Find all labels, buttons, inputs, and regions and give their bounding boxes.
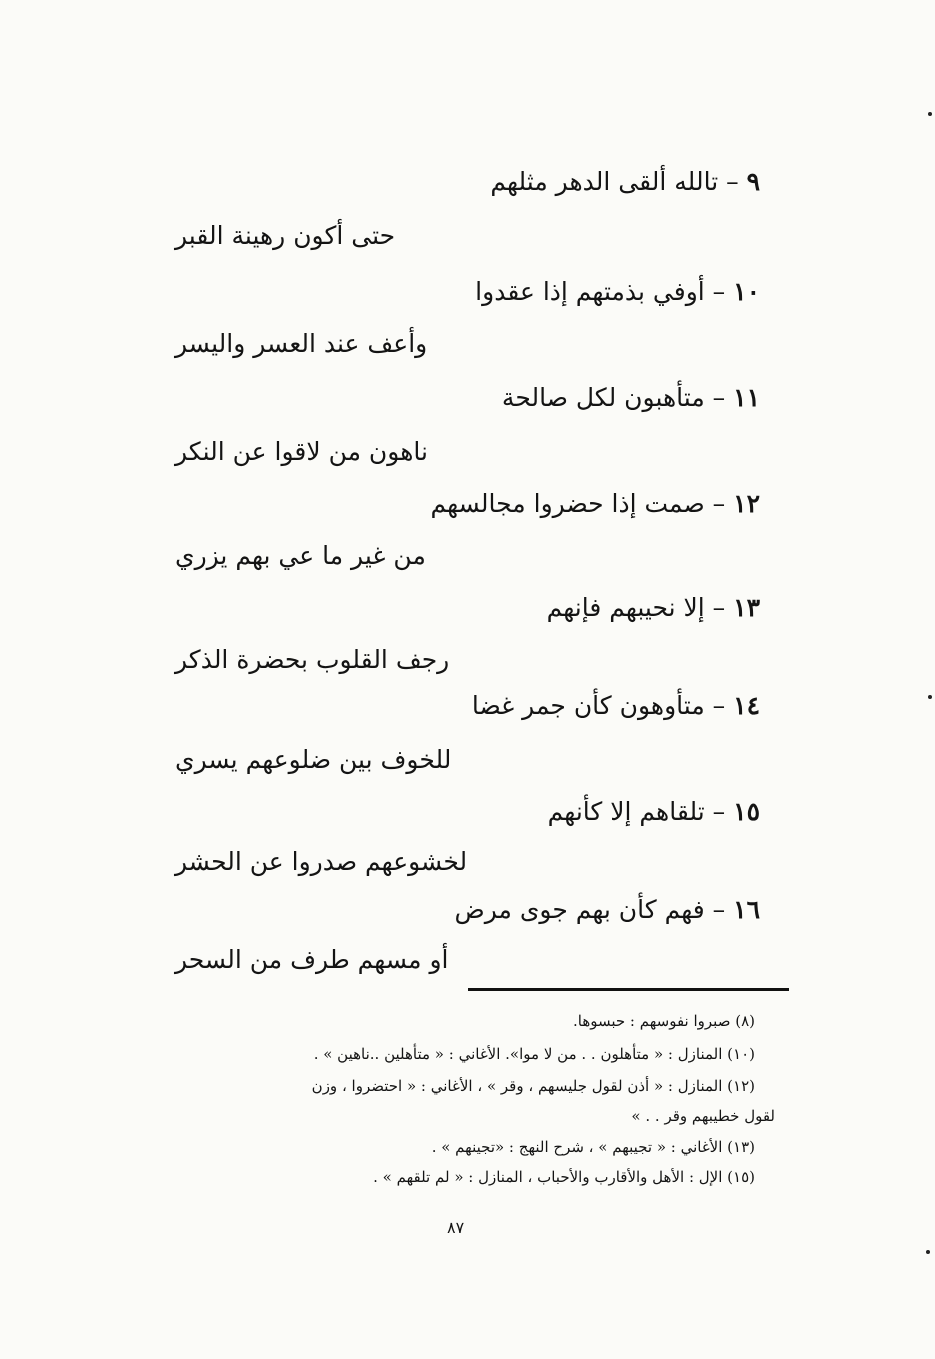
hemistich-text: تالله ألقى الدهر مثلهم — [490, 167, 719, 196]
footnote-separator — [468, 988, 789, 991]
verse-number: ١١ — [733, 383, 760, 412]
footnote-13: (١٣) الأغاني : « تجيبهم » ، شرح النهج : «تجينهم » . — [431, 1138, 755, 1156]
verse-13-second-hemistich: رجف القلوب بحضرة الذكر — [175, 645, 450, 674]
hemistich-text: صمت إذا حضروا مجالسهم — [430, 489, 705, 518]
verse-12-second-hemistich: من غير ما عي بهم يزري — [175, 541, 426, 570]
verse-16-second-hemistich: أو مسهم طرف من السحر — [175, 945, 449, 974]
verse-11-first-hemistich: ١١ – متأهبون لكل صالحة — [501, 383, 760, 412]
verse-16-first-hemistich: ١٦ – فهم كأن بهم جوى مرض — [454, 895, 760, 924]
hemistich-text: متأهبون لكل صالحة — [501, 383, 705, 412]
hemistich-text: فهم كأن بهم جوى مرض — [454, 895, 705, 924]
footnote-15: (١٥) الإل : الأهل والأقارب والأحباب ، المنازل : « لم تلقهم » . — [373, 1168, 755, 1186]
page-number: ٨٧ — [447, 1218, 465, 1237]
verse-10-second-hemistich: وأعف عند العسر واليسر — [175, 329, 428, 358]
verse-9-second-hemistich: حتى أكون رهينة القبر — [175, 221, 396, 250]
verse-number: ١٦ — [733, 895, 760, 924]
verse-number: ١٣ — [733, 593, 760, 622]
scan-speck — [928, 112, 932, 116]
verse-number: ١٥ — [733, 797, 760, 826]
footnote-12: (١٢) المنازل : « أذن لقول جليسهم ، وقر » ، الأغاني : « احتضروا ، وزن — [311, 1077, 755, 1095]
verse-number: ١٤ — [733, 691, 760, 720]
hemistich-text: تلقاهم إلا كأنهم — [547, 797, 705, 826]
scan-speck — [928, 695, 932, 699]
footnote-12-continued: لقول خطيبهم وقر . . » — [631, 1107, 775, 1125]
scan-speck — [926, 1250, 930, 1254]
verse-14-second-hemistich: للخوف بين ضلوعهم يسري — [175, 745, 452, 774]
verse-15-first-hemistich: ١٥ – تلقاهم إلا كأنهم — [547, 797, 760, 826]
verse-number: ٩ — [746, 167, 760, 196]
verse-number: ١٠ — [733, 277, 760, 306]
verse-number: ١٢ — [733, 489, 760, 518]
hemistich-text: أوفي بذمتهم إذا عقدوا — [475, 277, 705, 306]
verse-14-first-hemistich: ١٤ – متأوهون كأن جمر غضا — [471, 691, 760, 720]
verse-11-second-hemistich: ناهون من لاقوا عن النكر — [175, 437, 428, 466]
hemistich-text: إلا نحيبهم فإنهم — [546, 593, 705, 622]
verse-13-first-hemistich: ١٣ – إلا نحيبهم فإنهم — [546, 593, 760, 622]
verse-15-second-hemistich: لخشوعهم صدروا عن الحشر — [175, 847, 468, 876]
footnote-10: (١٠) المنازل : « متأهلون . . من لا موا». الأغاني : « متأهلين ..ناهين » . — [313, 1045, 755, 1063]
verse-9-first-hemistich: ٩ – تالله ألقى الدهر مثلهم — [490, 167, 760, 196]
verse-12-first-hemistich: ١٢ – صمت إذا حضروا مجالسهم — [430, 489, 760, 518]
verse-10-first-hemistich: ١٠ – أوفي بذمتهم إذا عقدوا — [475, 277, 760, 306]
footnote-8: (٨) صبروا نفوسهم : حبسوها. — [572, 1012, 755, 1030]
hemistich-text: متأوهون كأن جمر غضا — [471, 691, 705, 720]
